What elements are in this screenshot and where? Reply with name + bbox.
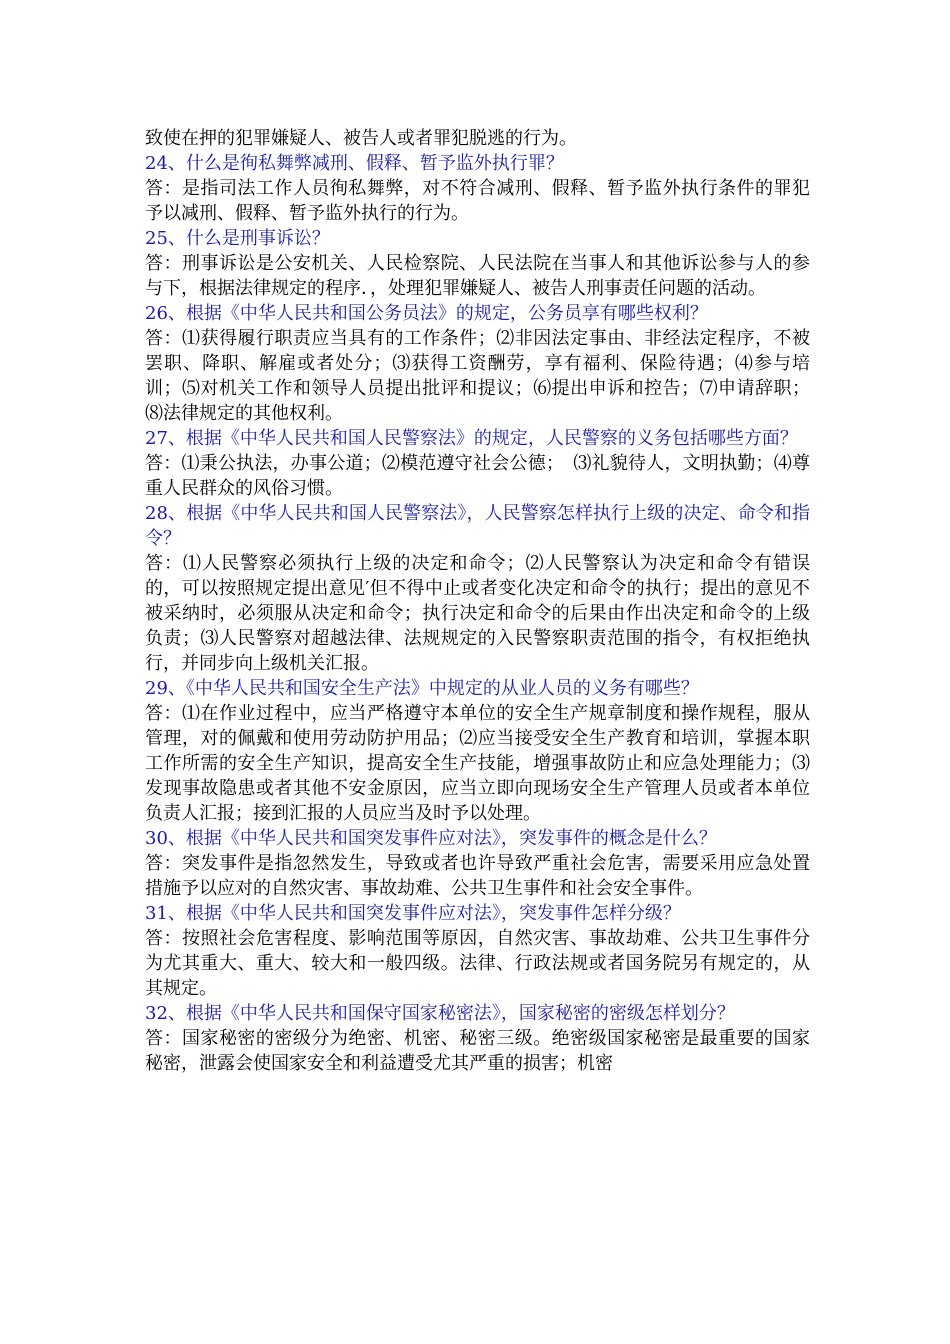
- answer-text-23-tail: 致使在押的犯罪嫌疑人、被告人或者罪犯脱逃的行为。: [145, 128, 577, 149]
- answer-26: 答：⑴获得履行职责应当具有的工作条件；⑵非因法定事由、非经法定程序，不被罢职、降职、解雇或者处分；⑶获得工资酬劳，享有福利、保险待遇；⑷参与培训；⑸对机关工作和领导人员提出批评和提议；⑹提出申诉和控告；⑺申请辞职；⑻法律规定的其他权利。: [145, 328, 810, 424]
- question-32: 32、根据《中华人民共和国保守国家秘密法》，国家秘密的密级怎样划分？: [145, 1003, 735, 1024]
- question-28: 28、根据《中华人民共和国人民警察法》，人民警察怎样执行上级的决定、命令和指令？: [145, 503, 810, 549]
- answer-32: 答：国家秘密的密级分为绝密、机密、秘密三级。绝密级国家秘密是最重要的国家秘密，泄露会使国家安全和利益遭受尤其严重的损害；机密: [145, 1028, 810, 1074]
- answer-24: 答：是指司法工作人员徇私舞弊，对不符合减刑、假释、暂予监外执行条件的罪犯予以减刑、假释、暂予监外执行的行为。: [145, 178, 810, 224]
- question-25: 25、什么是刑事诉讼？: [145, 228, 330, 249]
- answer-30: 答：突发事件是指忽然发生，导致或者也许导致严重社会危害，需要采用应急处置措施予以应对的自然灾害、事故劫难、公共卫生事件和社会安全事件。: [145, 853, 810, 899]
- question-30: 30、根据《中华人民共和国突发事件应对法》，突发事件的概念是什么？: [145, 828, 717, 849]
- answer-29: 答：⑴在作业过程中，应当严格遵守本单位的安全生产规章制度和操作规程，服从管理，对的佩戴和使用劳动防护用品；⑵应当接受安全生产教育和培训，掌握本职工作所需的安全生产知识，提高安全生产技能，增强事故防止和应急处理能力；⑶发现事故隐患或者其他不安金原因，应当立即向现场安全生产管理人员或者本单位负责人汇报；接到汇报的人员应当及时予以处理。: [145, 703, 810, 824]
- answer-28: 答：⑴人民警察必须执行上级的决定和命令；⑵人民警察认为决定和命令有错误的，可以按照规定提出意见′但不得中止或者变化决定和命令的执行；提出的意见不被采纳时，必须服从决定和命令；执行决定和命令的后果由作出决定和命令的上级负责；⑶人民警察对超越法律、法规规定的入民警察职责范围的指令，有权拒绝执行，并同步向上级机关汇报。: [145, 553, 810, 674]
- answer-31: 答：按照社会危害程度、影响范围等原因，自然灾害、事故劫难、公共卫生事件分为尤其重大、重大、较大和一般四级。法律、行政法规或者国务院另有规定的，从其规定。: [145, 928, 810, 999]
- question-27: 27、根据《中华人民共和国人民警察法》的规定，人民警察的义务包括哪些方面？: [145, 428, 798, 449]
- question-26: 26、根据《中华人民共和国公务员法》的规定，公务员享有哪些权利？: [145, 303, 708, 324]
- question-29: 29、《中华人民共和国安全生产法》中规定的从业人员的义务有哪些？: [145, 678, 699, 699]
- question-31: 31、根据《中华人民共和国突发事件应对法》，突发事件怎样分级？: [145, 903, 681, 924]
- answer-27: 答：⑴秉公执法，办事公道；⑵模范遵守社会公德； ⑶礼貌待人，文明执勤；⑷尊重人民群众的风俗习惯。: [145, 453, 810, 499]
- question-24: 24、什么是徇私舞弊减刑、假释、暂予监外执行罪？: [145, 153, 564, 174]
- answer-25: 答：刑事诉讼是公安机关、人民检察院、人民法院在当事人和其他诉讼参与人的参与下，根据法律规定的程序．，处理犯罪嫌疑人、被告人刑事责任问题的活动。: [145, 253, 810, 299]
- document-page: [145, 126, 810, 1076]
